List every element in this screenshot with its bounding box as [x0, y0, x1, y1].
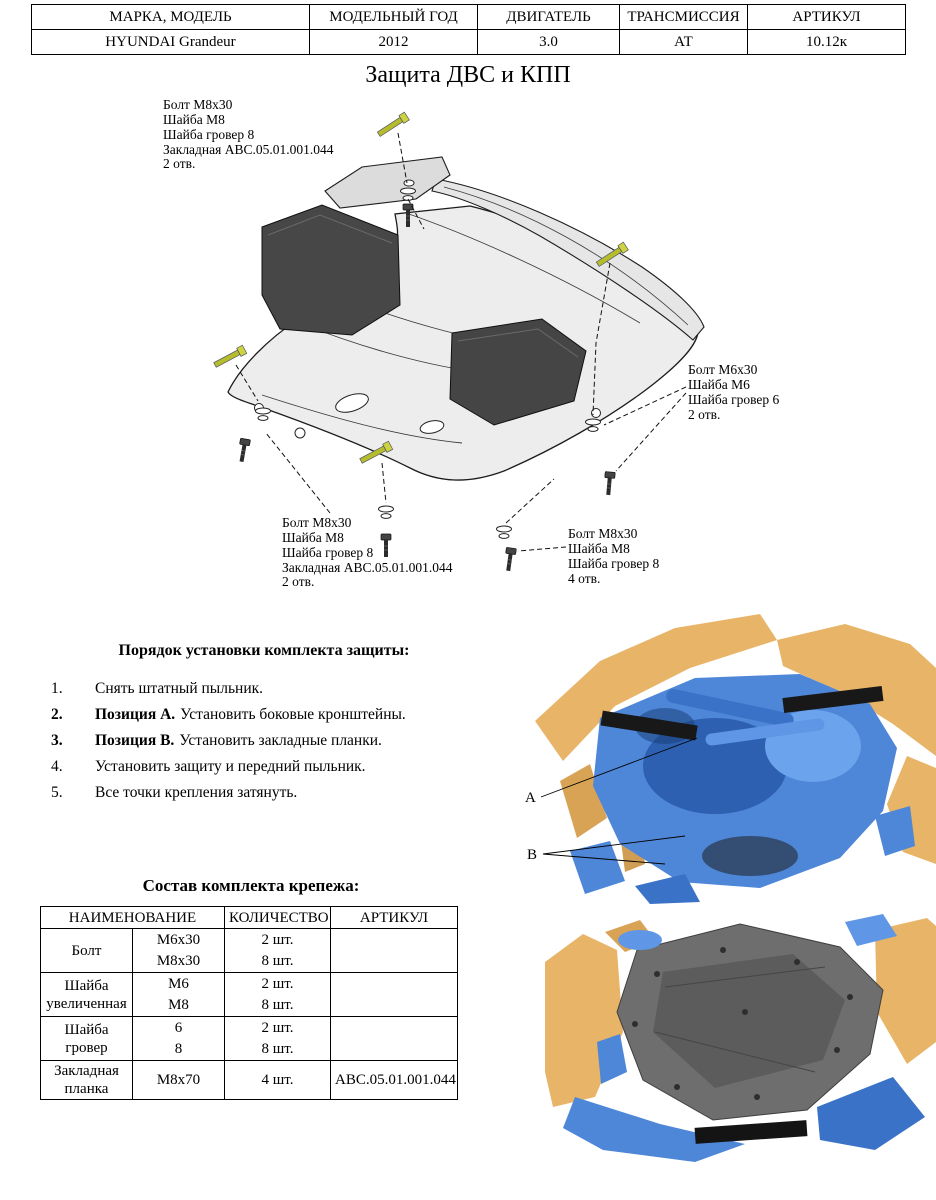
- instructions-list: [38, 676, 490, 806]
- callout-line: Болт М8х30: [568, 526, 638, 541]
- part-art: [331, 973, 458, 995]
- part-size: 8: [133, 1039, 225, 1061]
- parts-heading: Состав комплекта крепежа:: [142, 876, 360, 895]
- callout-line: Болт М8х30: [163, 97, 233, 112]
- part-size: М6: [133, 973, 225, 995]
- washer-icon: [497, 526, 512, 538]
- part-qty: 8 шт.: [225, 1039, 331, 1061]
- callout-line: 4 отв.: [568, 570, 601, 586]
- part-size: М8х30: [133, 951, 225, 973]
- part-art: [331, 1017, 458, 1039]
- part-art: [331, 1039, 458, 1061]
- spec-col-sku: АРТИКУЛ: [748, 5, 906, 30]
- part-art: [331, 929, 458, 951]
- spec-col-year: МОДЕЛЬНЫЙ ГОД: [310, 5, 478, 30]
- callout-line: Шайба гровер 8: [282, 544, 374, 560]
- instruction-number: 4.: [51, 758, 63, 775]
- parts-header-row: [41, 907, 458, 929]
- callout-line: Шайба М8: [163, 111, 225, 127]
- part-qty: 2 шт.: [225, 973, 331, 995]
- callout-line: Закладная АВС.05.01.001.044: [282, 559, 453, 575]
- callout-line: Шайба гровер 8: [568, 555, 660, 571]
- spec-value-row: [32, 30, 906, 55]
- parts-col-art: АРТИКУЛ: [331, 907, 458, 929]
- callout-line: 2 отв.: [688, 406, 721, 422]
- highlighted-bolt-icon: [213, 345, 247, 369]
- instruction-text: Снять штатный пыльник.: [95, 680, 264, 697]
- exploded-diagram: [0, 95, 936, 610]
- spec-sku-value: 10.12к: [748, 30, 906, 55]
- instruction-item: [38, 780, 490, 806]
- position-a-label: А: [525, 790, 536, 806]
- part-name: Болт: [41, 929, 133, 973]
- bolt-icon: [237, 438, 251, 462]
- instruction-number: 1.: [51, 680, 63, 697]
- callout-line: 2 отв.: [282, 574, 315, 590]
- photo-installed-drawing: [545, 892, 936, 1168]
- spec-col-make: МАРКА, МОДЕЛЬ: [32, 5, 310, 30]
- photo-brackets-a-b: [515, 606, 936, 906]
- parts-col-qty: КОЛИЧЕСТВО: [225, 907, 331, 929]
- part-name: Закладная планка: [41, 1061, 133, 1100]
- instruction-item: [38, 728, 490, 754]
- photo-installed-plate: [545, 892, 936, 1168]
- spec-col-transmission: ТРАНСМИССИЯ: [620, 5, 748, 30]
- part-art: АВС.05.01.001.044: [331, 1061, 458, 1100]
- instruction-number: 3.: [51, 732, 63, 749]
- part-size: М8: [133, 995, 225, 1017]
- callout-line: Шайба М6: [688, 376, 750, 392]
- spec-transmission-value: АТ: [620, 30, 748, 55]
- part-qty: 8 шт.: [225, 951, 331, 973]
- part-name: Шайба увеличенная: [41, 973, 133, 1017]
- callout-top-left: [163, 98, 333, 172]
- instruction-text: Установить защиту и передний пыльник.: [95, 758, 366, 775]
- parts-row: [41, 973, 458, 995]
- instruction-text: Все точки крепления затянуть.: [95, 784, 298, 801]
- part-size: М8х70: [133, 1061, 225, 1100]
- spec-engine-value: 3.0: [478, 30, 620, 55]
- instruction-item: [38, 754, 490, 780]
- instructions-heading: Порядок установки комплекта защиты:: [118, 642, 410, 659]
- instruction-number: 2.: [51, 706, 63, 723]
- washer-icon: [256, 408, 271, 420]
- instruction-text: Позиция В. Установить закладные планки.: [95, 732, 382, 749]
- spec-col-engine: ДВИГАТЕЛЬ: [478, 5, 620, 30]
- instruction-number: 5.: [51, 784, 63, 801]
- callout-line: Закладная АВС.05.01.001.044: [163, 141, 334, 157]
- instruction-text: Позиция А. Установить боковые кронштейны.: [95, 706, 406, 723]
- parts-table: [40, 906, 458, 1100]
- bolt-icon: [603, 472, 615, 496]
- parts-col-name: НАИМЕНОВАНИЕ: [41, 907, 225, 929]
- part-size: 6: [133, 1017, 225, 1039]
- callout-line: Болт М8х30: [282, 515, 352, 530]
- part-qty: 4 шт.: [225, 1061, 331, 1100]
- part-size: М6х30: [133, 929, 225, 951]
- callout-right: [688, 363, 779, 422]
- part-qty: 2 шт.: [225, 929, 331, 951]
- callout-line: 2 отв.: [163, 156, 196, 172]
- part-art: [331, 995, 458, 1017]
- spec-year-value: 2012: [310, 30, 478, 55]
- mount-bracket-shape: [325, 157, 450, 208]
- callout-bottom-left: [282, 516, 452, 590]
- page-title: Защита ДВС и КПП: [365, 62, 571, 88]
- spec-header-row: [32, 5, 906, 30]
- instruction-item: [38, 676, 490, 702]
- part-name: Шайба гровер: [41, 1017, 133, 1061]
- installation-instructions: [38, 642, 490, 806]
- parts-row: [41, 929, 458, 951]
- left-flap-shape: [262, 205, 400, 335]
- parts-row: [41, 1061, 458, 1100]
- callout-line: Шайба гровер 8: [163, 126, 255, 142]
- engine-mass: [570, 674, 915, 904]
- position-b-label: В: [527, 847, 538, 863]
- part-qty: 2 шт.: [225, 1017, 331, 1039]
- installed-skid-plate: [617, 924, 883, 1120]
- bolt-icon: [503, 547, 516, 571]
- callout-line: Шайба гровер 6: [688, 391, 780, 407]
- photo-brackets-drawing: [515, 606, 936, 906]
- diagram-drawing: [0, 95, 936, 610]
- callout-bottom-right: [568, 527, 659, 586]
- callout-line: Шайба М8: [282, 529, 344, 545]
- parts-row: [41, 1017, 458, 1039]
- part-qty: 8 шт.: [225, 995, 331, 1017]
- spec-table: [31, 4, 906, 55]
- part-art: [331, 951, 458, 973]
- parts-kit-section: [40, 876, 462, 1100]
- spec-make-value: HYUNDAI Grandeur: [32, 30, 310, 55]
- instruction-item: [38, 702, 490, 728]
- highlighted-bolt-icon: [376, 112, 409, 138]
- callout-line: Шайба М8: [568, 540, 630, 556]
- callout-line: Болт М6х30: [688, 362, 758, 377]
